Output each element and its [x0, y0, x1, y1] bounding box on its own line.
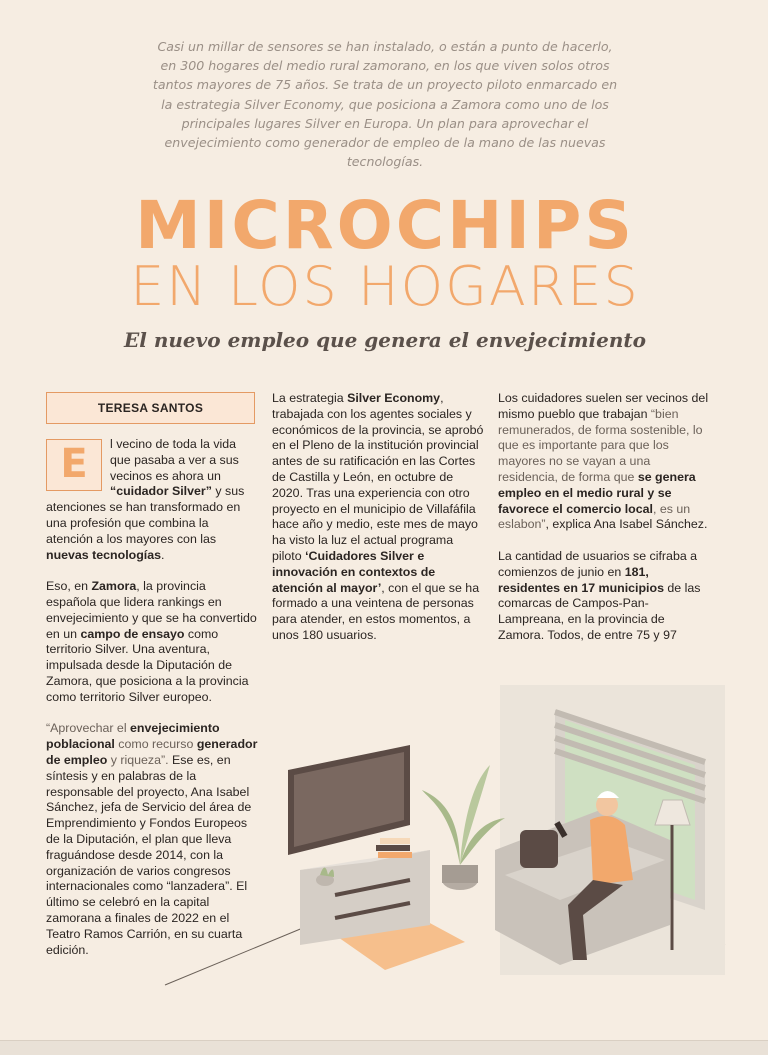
text-bold: ‘Cuidadores Silver e innovación en contextos de atención al mayor’ — [272, 548, 436, 595]
text-run: La cantidad de usuarios se cifraba a comienzos de junio en — [498, 548, 698, 579]
plant-leaf — [460, 765, 490, 865]
text-bold: 181, residentes en 17 municipios — [498, 564, 664, 595]
dropcap: E — [46, 439, 102, 491]
article-lede: Casi un millar de sensores se han instalado, o están a punto de hacerlo, en 300 hogares del medio rural zamorano, en los que viven solos otros tantos mayores de 75 años. Se trata de un proyecto piloto enmarcado en la estrategia Silver Economy, que posiciona a Zamora como uno de los principales lugares Silver en Europa. Un plan para aprovechar el envejecimiento como generador de empleo de la mano de las nuevas tecnologías. — [152, 39, 618, 170]
text-run: l vecino de toda la vida que pasaba a ver a sus vecinos es ahora un — [110, 437, 239, 483]
text-run: . — [161, 547, 165, 562]
text-run: “bien remunerados, de forma sostenible, lo que es importante para que los mayores no se vayan a una residencia, de forma que — [498, 406, 703, 484]
author-byline: TERESA SANTOS — [46, 392, 255, 424]
text-run: , con el que se ha formado a una veintena de personas para atender, en estos momentos, a unos 180 usuarios. — [272, 580, 480, 642]
living-room-illustration — [160, 680, 730, 1000]
text-bold: envejecimiento poblacional — [46, 721, 220, 752]
text-bold: Zamora — [91, 579, 137, 594]
text-column-3 — [498, 391, 710, 660]
paragraph — [498, 549, 710, 644]
text-bold: generador de empleo — [46, 737, 258, 767]
text-run: , explica Ana Isabel Sánchez. — [545, 517, 708, 532]
text-run: y sus atenciones se han transformado en una profesión que combina la atención a los mayores con las — [46, 484, 245, 546]
paragraph — [498, 391, 710, 533]
text-run: , la provincia española que lidera rankings en envejecimiento y que se ha convertido en un — [46, 579, 257, 641]
text-column-2 — [272, 391, 486, 660]
paragraph — [272, 391, 486, 644]
book — [376, 845, 410, 851]
text-run: Ese es, en síntesis y en palabras de la responsable del proyecto, Ana Isabel Sánchez, jefa de Servicio del área de Emprendimiento y Fondos Europeos de la Diputación, el plan que lleva fraguándose desde 2014, con la organización de varios congresos internacionales como “lanzadera”. El último se celebró en la capital zamorana a finales de 2022 en el Teatro Ramos Carrión, en su cuarta edición. — [46, 752, 252, 957]
text-bold: se genera empleo en el medio rural y se favorece el comercio local — [498, 469, 696, 516]
text-run: , trabajada con los agentes sociales y económicos de la provincia, se aprobó en el Pleno de la institución provincial antes de su ratificación en las Cortes de Castilla y León, en octubre de 2020. Tras una experiencia con otro proyecto en el municipio de Villafáfila hace año y medio, este mes de mayo ha visto la luz el actual programa piloto — [272, 391, 484, 563]
floor-line — [165, 925, 310, 985]
text-run: de las comarcas de Campos-Pan-Lampreana, en la provincia de Zamora. Todos, de entre 75 y 97 — [498, 580, 701, 642]
page-bottom-strip — [0, 1040, 768, 1055]
text-bold: “cuidador Silver” — [110, 484, 212, 499]
plant-pot-body — [442, 865, 478, 883]
text-run: Los cuidadores suelen ser vecinos del mismo pueblo que trabajan — [498, 391, 709, 421]
text-bold: Silver Economy — [347, 391, 441, 405]
text-run: La estrategia — [272, 391, 348, 405]
text-run: como recurso — [114, 737, 197, 752]
cushion — [520, 830, 558, 868]
text-run: Eso, en — [46, 579, 92, 594]
text-bold: campo de ensayo — [80, 626, 185, 641]
headline-line1: MICROCHIPS — [135, 187, 635, 264]
paragraph — [46, 437, 258, 563]
book — [378, 852, 412, 858]
article-subtitle: El nuevo empleo que genera el envejecimiento — [124, 328, 646, 352]
headline-line2: EN LOS HOGARES — [130, 255, 640, 318]
text-run: , es un eslabon” — [498, 501, 691, 532]
text-run: y riqueza”. — [107, 752, 169, 767]
book — [380, 838, 410, 844]
text-run: como territorio Silver. Una aventura, impulsada desde la Diputación de Zamora, que posiciona a la provincia como territorio Silver europeo. — [46, 626, 249, 704]
text-run: “Aprovechar el — [46, 721, 131, 736]
text-bold: nuevas tecnologías — [46, 547, 161, 562]
